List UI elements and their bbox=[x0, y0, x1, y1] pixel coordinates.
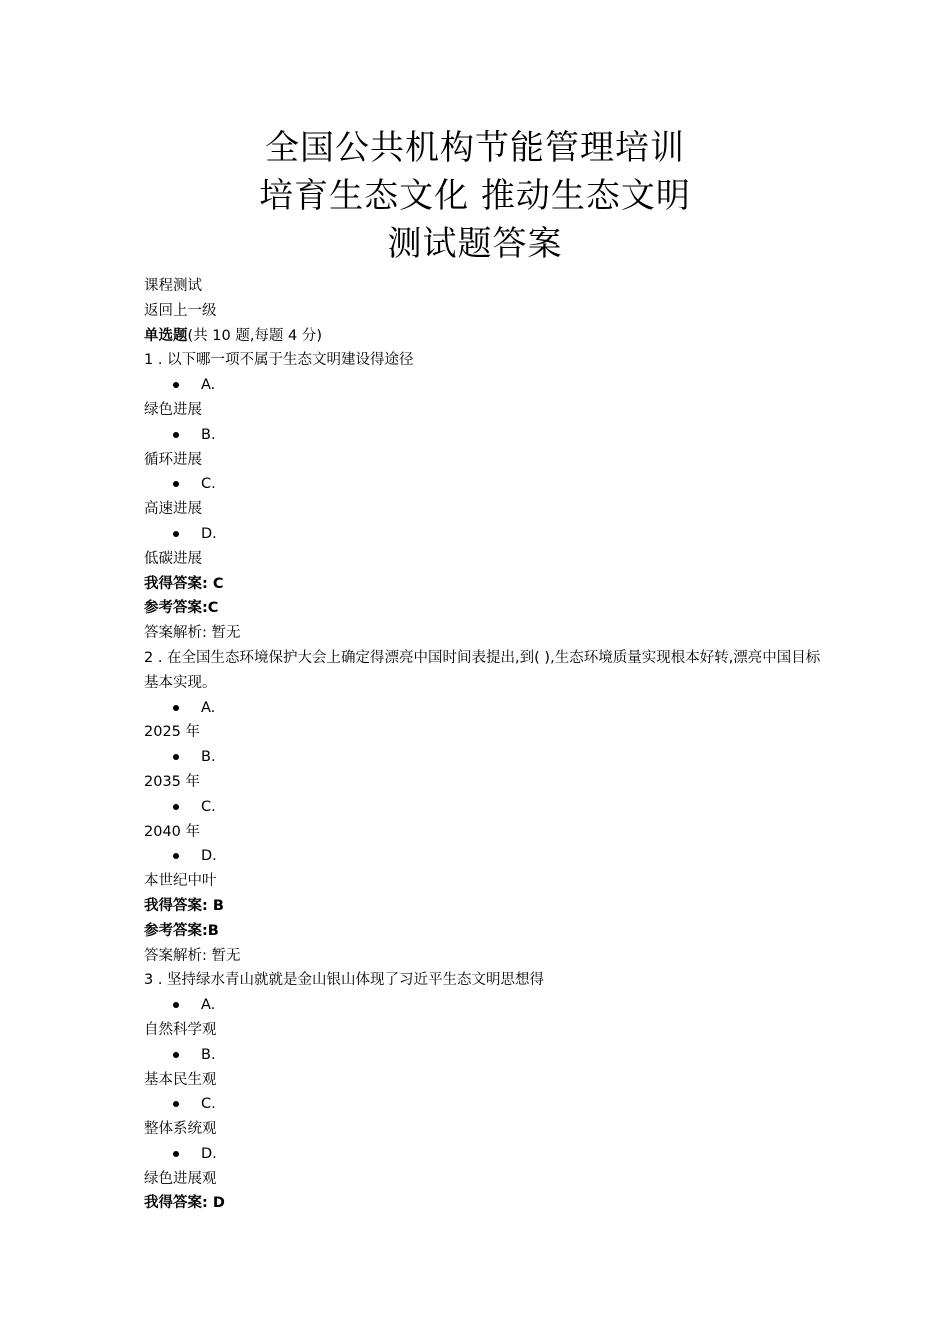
question-2-option-d bbox=[144, 844, 824, 869]
option-text: 2040 年 bbox=[144, 823, 201, 840]
section-heading-detail: (共 10 题,每题 4 分) bbox=[187, 327, 323, 344]
bullet-icon bbox=[173, 1151, 179, 1157]
option-text: 绿色进展观 bbox=[144, 1170, 217, 1187]
title-line-3: 测试题答案 bbox=[387, 224, 563, 264]
bullet-icon bbox=[173, 1052, 179, 1058]
option-letter: A. bbox=[201, 377, 216, 394]
answer-analysis: 答案解析: 暂无 bbox=[144, 625, 241, 642]
bullet-icon bbox=[173, 1002, 179, 1008]
question-3-text: 3 . 坚持绿水青山就就是金山银山体现了习近平生态文明思想得 bbox=[144, 972, 545, 989]
question-1-option-c bbox=[144, 472, 824, 497]
option-letter: D. bbox=[201, 848, 217, 865]
option-letter: B. bbox=[201, 749, 216, 766]
question-1-option-a bbox=[144, 373, 824, 398]
section-heading-bold: 单选题 bbox=[144, 327, 188, 344]
option-text: 高速进展 bbox=[144, 501, 202, 518]
bullet-icon bbox=[173, 754, 179, 760]
my-answer: 我得答案: D bbox=[144, 1195, 225, 1212]
option-text: 本世纪中叶 bbox=[144, 873, 217, 890]
option-letter: B. bbox=[201, 1046, 216, 1063]
reference-answer: 参考答案:B bbox=[144, 922, 219, 939]
option-text: 自然科学观 bbox=[144, 1021, 217, 1038]
option-letter: C. bbox=[201, 1096, 216, 1113]
bullet-icon bbox=[173, 705, 179, 711]
my-answer: 我得答案: C bbox=[144, 575, 224, 592]
document-body bbox=[144, 274, 824, 1216]
question-2-option-b bbox=[144, 745, 824, 770]
question-2-option-a bbox=[144, 696, 824, 721]
option-letter: A. bbox=[201, 699, 216, 716]
section-heading bbox=[144, 324, 824, 349]
question-3-option-b bbox=[144, 1043, 824, 1068]
bullet-icon bbox=[173, 382, 179, 388]
bullet-icon bbox=[173, 481, 179, 487]
bullet-icon bbox=[173, 432, 179, 438]
bullet-icon bbox=[173, 531, 179, 537]
option-letter: D. bbox=[201, 1145, 217, 1162]
my-answer: 我得答案: B bbox=[144, 897, 224, 914]
title-line-1: 全国公共机构节能管理培训 bbox=[265, 128, 685, 168]
reference-answer: 参考答案:C bbox=[144, 600, 219, 617]
option-letter: C. bbox=[201, 798, 216, 815]
option-text: 2035 年 bbox=[144, 773, 201, 790]
option-letter: A. bbox=[201, 997, 216, 1014]
question-3-option-c bbox=[144, 1092, 824, 1117]
option-letter: C. bbox=[201, 476, 216, 493]
question-2-option-c bbox=[144, 795, 824, 820]
option-text: 循环进展 bbox=[144, 451, 202, 468]
question-1-option-d bbox=[144, 522, 824, 547]
document-title bbox=[0, 124, 950, 268]
question-3-option-a bbox=[144, 993, 824, 1018]
option-text: 整体系统观 bbox=[144, 1121, 217, 1138]
option-text: 绿色进展 bbox=[144, 401, 202, 418]
option-text: 2025 年 bbox=[144, 724, 201, 741]
bullet-icon bbox=[173, 804, 179, 810]
bullet-icon bbox=[173, 1101, 179, 1107]
question-2-text: 2 . 在全国生态环境保护大会上确定得漂亮中国时间表提出,到( ),生态环境质量实现根本好转,漂亮中国目标基本实现。 bbox=[144, 649, 821, 691]
option-text: 低碳进展 bbox=[144, 550, 202, 567]
option-text: 基本民生观 bbox=[144, 1071, 217, 1088]
option-letter: D. bbox=[201, 525, 217, 542]
answer-analysis: 答案解析: 暂无 bbox=[144, 947, 241, 964]
question-3-option-d bbox=[144, 1142, 824, 1167]
bullet-icon bbox=[173, 853, 179, 859]
question-1-text: 1 . 以下哪一项不属于生态文明建设得途径 bbox=[144, 352, 414, 369]
option-letter: B. bbox=[201, 426, 216, 443]
course-test-label: 课程测试 bbox=[144, 278, 202, 294]
title-line-2: 培育生态文化 推动生态文明 bbox=[259, 176, 691, 216]
question-1-option-b bbox=[144, 423, 824, 448]
back-link[interactable]: 返回上一级 bbox=[144, 302, 217, 319]
